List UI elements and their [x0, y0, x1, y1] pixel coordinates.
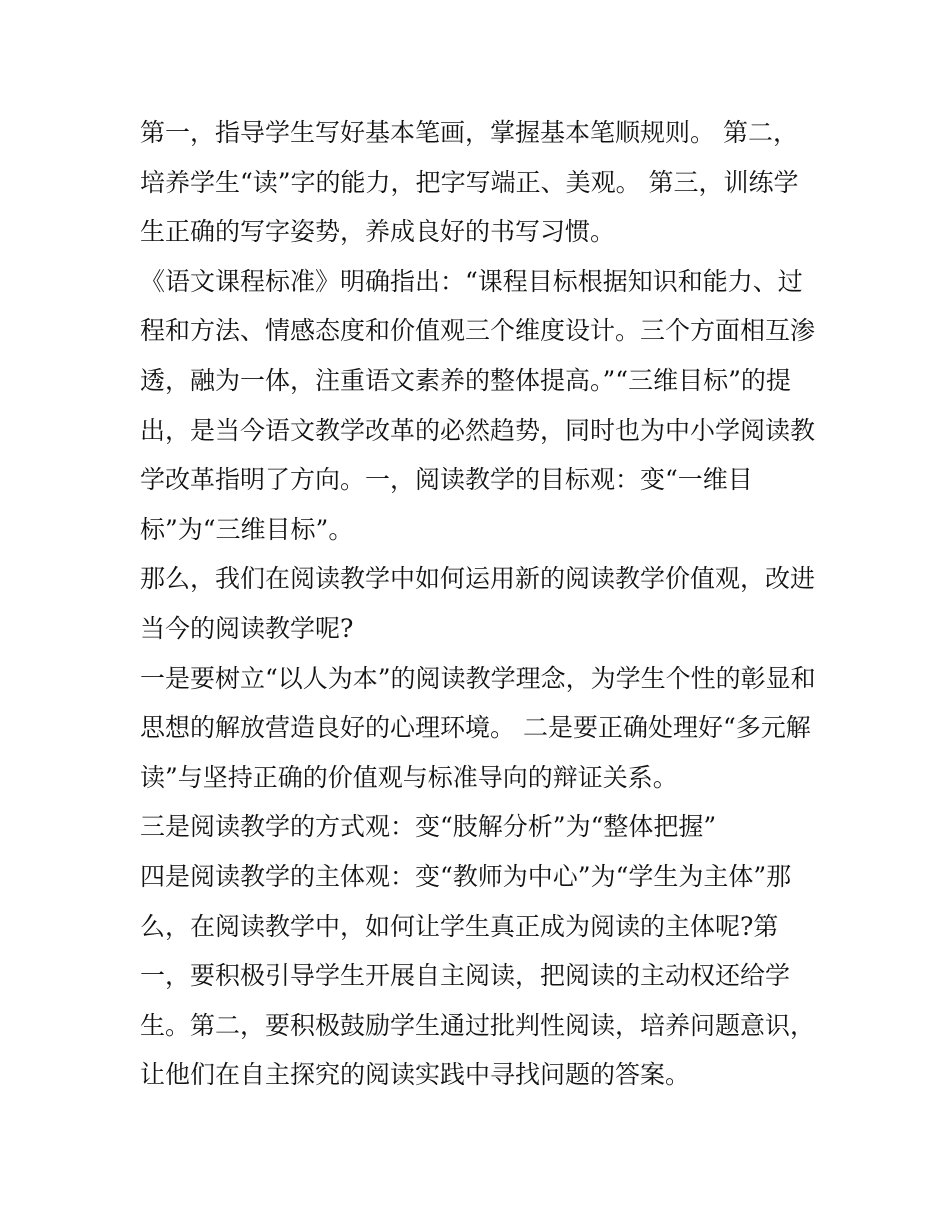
text-line-3: 生正确的写字姿势，养成良好的书写习惯。	[140, 217, 616, 247]
text-line-12: 一是要树立“以人为本”的阅读教学理念，为学生个性的彰显和	[140, 663, 816, 693]
text-line-10: 那么，我们在阅读教学中如何运用新的阅读教学价值观，改进	[140, 564, 816, 594]
text-line-19: 生。第二，要积极鼓励学生通过批判性阅读，培养问题意识，	[140, 1010, 816, 1040]
text-line-20: 让他们在自主探究的阅读实践中寻找问题的答案。	[140, 1060, 691, 1090]
text-line-15: 三是阅读教学的方式观：变“肢解分析”为“整体把握”	[140, 812, 717, 842]
text-line-1: 第一，指导学生写好基本笔画，掌握基本笔顺规则。 第二，	[140, 118, 798, 147]
text-line-9: 标”为“三维目标”。	[140, 514, 354, 544]
text-line-4: 《语文课程标准》明确指出：“课程目标根据知识和能力、过	[140, 266, 803, 296]
text-line-14: 读”与坚持正确的价值观与标准导向的辩证关系。	[140, 762, 678, 792]
text-line-8: 学改革指明了方向。一，阅读教学的目标观：变“一维目	[140, 465, 753, 495]
body-text	[140, 108, 830, 1100]
text-line-6: 透，融为一体，注重语文素养的整体提高。”“三维目标”的提	[140, 365, 791, 395]
text-line-2: 培养学生“读”字的能力，把字写端正、美观。 第三，训练学	[140, 167, 799, 197]
text-line-13: 思想的解放营造良好的心理环境。 二是要正确处理好“多元解	[140, 713, 811, 743]
text-line-11: 当今的阅读教学呢?	[140, 613, 354, 643]
text-line-17: 么，在阅读教学中，如何让学生真正成为阅读的主体呢?第	[140, 911, 779, 941]
text-line-7: 出，是当今语文教学改革的必然趋势，同时也为中小学阅读教	[140, 415, 816, 445]
text-line-18: 一，要积极引导学生开展自主阅读，把阅读的主动权还给学	[140, 961, 791, 991]
text-line-5: 程和方法、情感态度和价值观三个维度设计。三个方面相互渗	[140, 316, 816, 346]
text-line-16: 四是阅读教学的主体观：变“教师为中心”为“学生为主体”那	[140, 861, 792, 891]
